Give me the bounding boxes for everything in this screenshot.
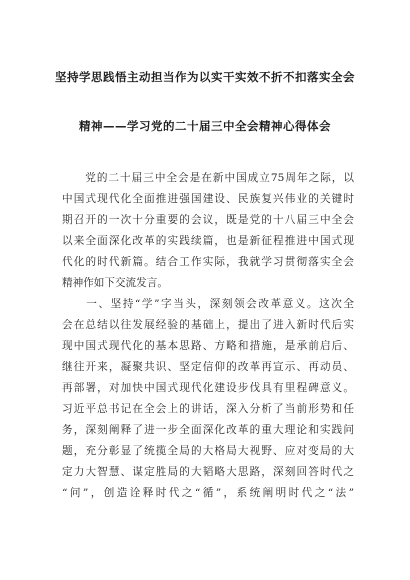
- paragraph-1-line-2: 中国式现代化全面推进强国建设、民族复兴伟业的关键时: [62, 193, 354, 205]
- paragraph-1-line-1: 党的二十届三中全会是在新中国成立75周年之际，以: [62, 172, 354, 184]
- paragraph-2-line-10: “问”，创造诠释时代之“循”，系统阐明时代之“法”: [62, 487, 354, 499]
- title-line-1: 坚持学思践悟主动担当作为以实干实效不折不扣落实全会: [55, 70, 355, 84]
- paragraph-1-line-6: 精神作如下交流发言。: [62, 277, 168, 289]
- title-line-2: 精神——学习党的二十届三中全会精神心得体会: [79, 119, 331, 133]
- paragraph-2-line-9: 定力大智慧、谋定胜局的大韬略大思路，深刻回答时代之: [62, 466, 354, 478]
- paragraph-2-line-8: 题，充分彰显了统揽全局的大格局大视野、应对变局的大: [62, 445, 354, 457]
- paragraph-1-line-3: 期召开的一次十分重要的会议，既是党的十八届三中全会: [62, 214, 354, 226]
- paragraph-2-line-7: 务，深刻阐释了进一步全面深化改革的重大理论和实践问: [62, 424, 354, 436]
- paragraph-2-line-4: 继往开来，凝聚共识、坚定信仰的改革再宣示、再动员、: [62, 361, 354, 373]
- paragraph-2-line-5: 再部署，对加快中国式现代化建设步伐具有里程碑意义。: [62, 382, 354, 394]
- paragraph-1-line-4: 以来全面深化改革的实践续篇，也是新征程推进中国式现: [62, 235, 354, 247]
- paragraph-1-line-5: 代化的时代新篇。结合工作实际，我就学习贯彻落实全会: [62, 256, 354, 268]
- paragraph-2-line-2: 会在总结以往发展经验的基础上，提出了进入新时代后实: [62, 319, 354, 331]
- paragraph-2-line-1: 一、坚持“学”字当头，深刻领会改革意义。这次全: [62, 298, 354, 310]
- paragraph-2-line-6: 习近平总书记在全会上的讲话，深入分析了当前形势和任: [62, 403, 354, 415]
- paragraph-2-line-3: 现中国式现代化的基本思路、方略和措施，是承前启后、: [62, 340, 354, 352]
